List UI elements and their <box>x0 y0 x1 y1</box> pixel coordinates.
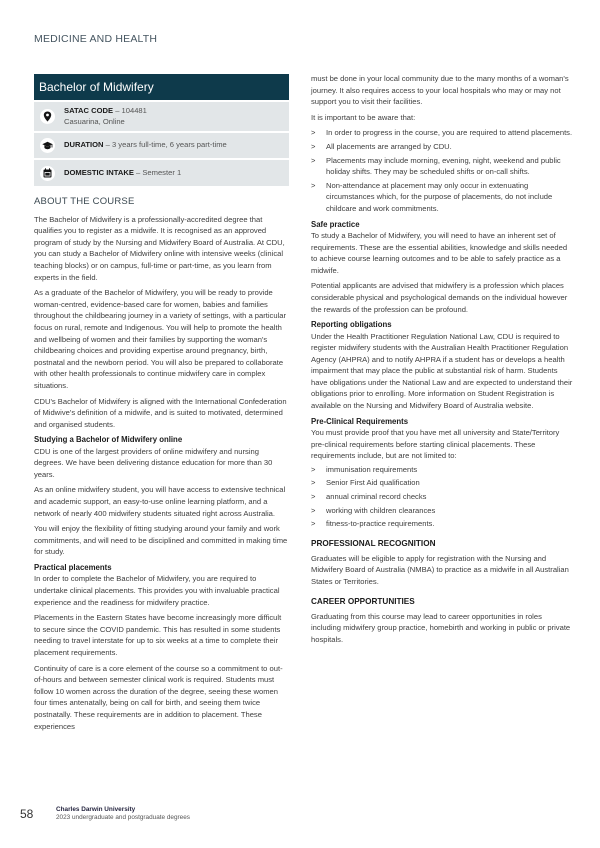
recognition-text: Graduates will be eligible to apply for registration with the Nursing and Midwifery Board of Australia (NMBA) to practice as a midwife in all Australian States or Territories. <box>311 553 569 586</box>
footer-subtitle: 2023 undergraduate and postgraduate degrees <box>56 814 190 822</box>
about-paragraph: The Bachelor of Midwifery is a professionally-accredited degree that qualifies you to register as a midwife. It is recognised as an approved program of study by the Nursing and Midwifery Board of Australia. At CDU, you can study a Bachelor of Midwifery online with intensive weeks (clinical teaching blocks) or on campus, full-time or part-time, as you learn from experts in the field. <box>34 214 285 282</box>
list-item: > All placements are arranged by CDU. <box>311 141 452 151</box>
section-label: MEDICINE AND HEALTH <box>34 33 158 45</box>
reporting-heading: Reporting obligations <box>311 320 392 330</box>
careers-text: Graduating from this course may lead to career opportunities in roles including midwifery group practice, homebirth and working in public or private hospitals. <box>311 611 571 644</box>
chevron-right-icon: > <box>311 155 316 165</box>
about-paragraph: CDU's Bachelor of Midwifery is aligned with the International Confederation of Midwive's definition of a midwife, and is suited to motivated, determined and organised students. <box>34 396 287 429</box>
duration-label: DURATION <box>64 140 104 150</box>
list-item: > Placements may include morning, evening, night, weekend and public holiday shifts. They may be scheduled shifts or on-call shifts. <box>311 155 561 177</box>
chevron-right-icon: > <box>311 180 316 190</box>
list-item: > annual criminal record checks <box>311 492 427 502</box>
satac-label: SATAC CODE <box>64 106 114 115</box>
chevron-right-icon: > <box>311 128 316 138</box>
safe-practice-paragraph: To study a Bachelor of Midwifery, you will need to have an inherent set of requirements. These are the essential abilities, knowledge and skills needed to achieve course learning outcomes and to be able to safely practice as a midwife. <box>311 230 568 275</box>
info-row-intake <box>34 160 289 186</box>
course-info-box <box>34 74 289 186</box>
chevron-right-icon: > <box>311 505 316 515</box>
preclinical-intro: You must provide proof that you have met all university and State/Territory pre-clinical requirements before starting clinical placements. These requirements include, but are not limited to: <box>311 428 560 461</box>
preclinical-bullet-list <box>311 464 573 530</box>
safe-practice-heading: Safe practice <box>311 219 360 229</box>
list-item: > fitness-to-practice requirements. <box>311 519 435 529</box>
list-item: > In order to progress in the course, you are required to attend placements. <box>311 128 573 138</box>
intake-value: – Semester 1 <box>136 167 182 177</box>
about-heading: ABOUT THE COURSE <box>34 196 135 207</box>
graduation-cap-icon <box>40 138 55 153</box>
intake-label: DOMESTIC INTAKE <box>64 167 134 177</box>
placements-aware-intro: It is important to be aware that: <box>311 112 416 122</box>
placements-bullet-list <box>311 127 573 214</box>
footer-university: Charles Darwin University <box>56 806 136 813</box>
careers-heading: CAREER OPPORTUNITIES <box>311 596 415 606</box>
placements-paragraph: In order to complete the Bachelor of Midwifery, you are required to undertake clinical placements. This provides you with invaluable practical experience and the readiness for midwifery practice. <box>34 574 280 607</box>
placements-paragraph-continuity: Continuity of care is a core element of the course so a commitment to out-of-hours and between semester clinical work is required. Students must follow 10 women across the duration of the degree, seeing these women four times antenatally, being on call for birth, and seeing them twice postnatally. These requirements are in addition to placement. These experiences <box>34 663 283 731</box>
about-paragraph: As a graduate of the Bachelor of Midwifery, you will be ready to provide woman-centred, evidence-based care for women, babies and families throughout the childbearing journey in a variety of settings, with a particular focus on rural, remote and Indigenous. You will help to promote the health and wellbeing of women and their families by supporting the woman's childbearing choices and providing expertise around pregnancy, birth, postnatal and the newborn period. You will also be prepared to collaborate with other health professionals to continue midwifery care in complex situations. <box>34 288 287 390</box>
reporting-paragraph: Under the Health Practitioner Regulation National Law, CDU is required to register midwifery students with the Australian Health Practitioner Regulation Agency (AHPRA) and to notify AHPRA if a student has or develops a health impairment that may place the public at substantial risk of harm. Students have obligations under the National Law and are expected to understand their obligations prior to enrolling. More information on Student Registration is available on the Nursing and Midwifery Board of Australia website. <box>311 331 573 411</box>
chevron-right-icon: > <box>311 519 316 529</box>
chevron-right-icon: > <box>311 478 316 488</box>
online-paragraph: CDU is one of the largest providers of online midwifery and nursing degrees. We have been delivering distance education for more than 30 years. <box>34 446 273 479</box>
online-heading: Studying a Bachelor of Midwifery online <box>34 435 183 445</box>
chevron-right-icon: > <box>311 492 316 502</box>
page-number: 58 <box>20 807 34 822</box>
duration-value: – 3 years full-time, 6 years part-time <box>105 140 227 150</box>
online-paragraph: You will enjoy the flexibility of fitting studying around your family and work commitments, and will need to be disciplined and committed in making time for study. <box>34 524 288 557</box>
preclinical-heading: Pre-Clinical Requirements <box>311 416 409 426</box>
list-item: > immunisation requirements <box>311 464 418 474</box>
satac-campus: Casuarina, Online <box>64 116 125 126</box>
placements-paragraph: Placements in the Eastern States have become increasingly more difficult to secure since the COVID pandemic. This has resulted in some students needing to travel interstate for up to six weeks at a time to complete their placement requirements. <box>34 613 282 657</box>
course-title: Bachelor of Midwifery <box>34 74 289 100</box>
chevron-right-icon: > <box>311 464 316 474</box>
calendar-icon <box>40 166 55 181</box>
list-item: > working with children clearances <box>311 505 436 515</box>
location-pin-icon <box>40 109 55 124</box>
left-column <box>34 74 289 736</box>
satac-value: – 104481 <box>115 106 147 115</box>
placements-paragraph-continuation: must be done in your local community due to the many months of a woman's journey. It also requires access to your local hospitals who may or may not support you to visit their facilities. <box>311 74 569 107</box>
info-row-satac <box>34 102 289 131</box>
info-row-duration <box>34 133 289 158</box>
list-item: > Senior First Aid qualification <box>311 478 420 488</box>
placements-heading: Practical placements <box>34 563 112 573</box>
safe-practice-paragraph: Potential applicants are advised that midwifery is a profession which places considerable physical and psychological demands on the individual however the rewards of the profession can be profound. <box>311 281 568 314</box>
right-column <box>311 73 573 649</box>
page-footer <box>20 806 190 822</box>
chevron-right-icon: > <box>311 141 316 151</box>
recognition-heading: PROFESSIONAL RECOGNITION <box>311 538 436 548</box>
list-item: > Non-attendance at placement may only occur in extenuating circumstances which, for the purpose of placements, do not include childcare and work commitments. <box>311 180 553 213</box>
online-paragraph: As an online midwifery student, you will have access to extensive technical and academic support, an easy-to-use online learning platform, and a network of nearly 400 midwifery students situated right across Australia. <box>34 485 286 518</box>
